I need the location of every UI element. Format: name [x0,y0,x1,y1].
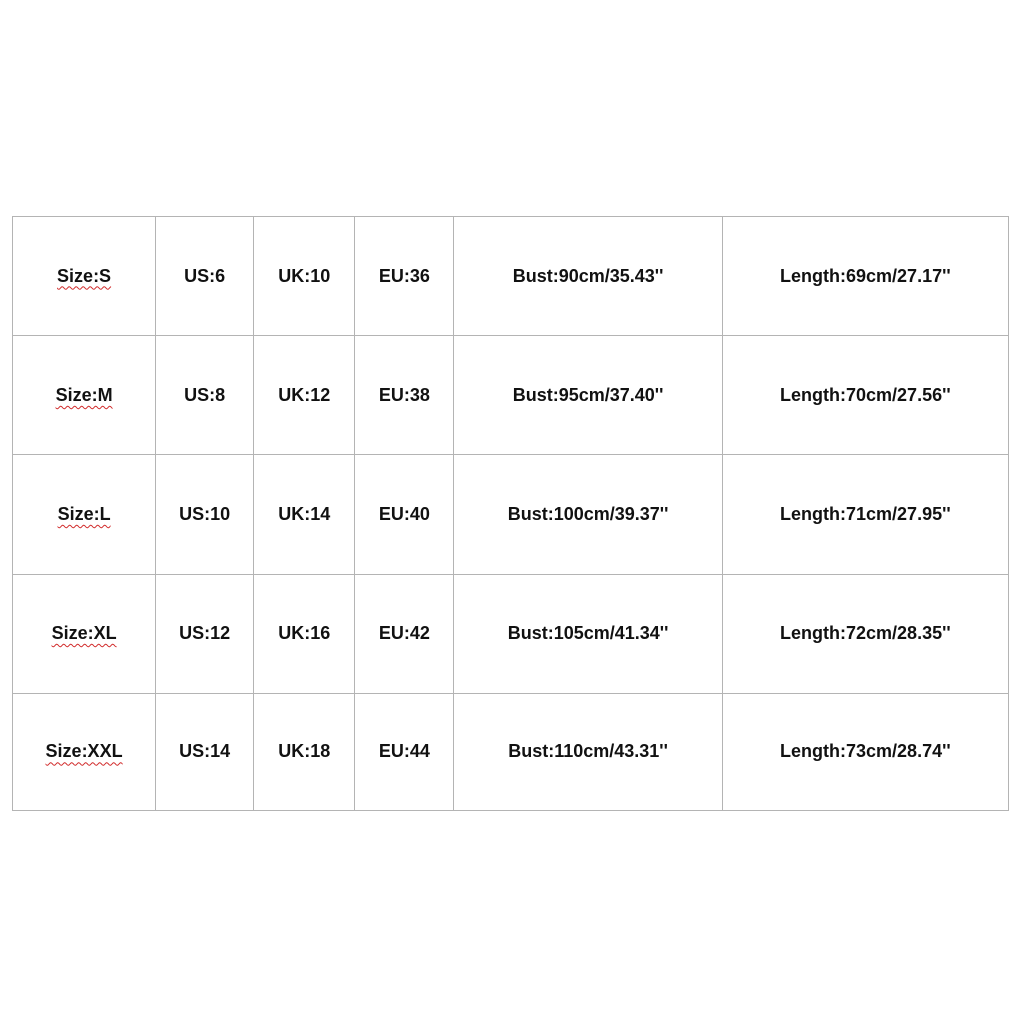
bust-cell: Bust:105cm/41.34'' [454,574,722,693]
us-size-cell: US:14 [156,693,254,810]
size-cell [13,574,156,693]
uk-size-cell: UK:16 [254,574,355,693]
us-size-cell: US:6 [156,217,254,336]
size-cell [13,455,156,574]
uk-size-cell: UK:10 [254,217,355,336]
uk-size-cell: UK:14 [254,455,355,574]
size-chart-table [12,216,1009,811]
size-label: Size:L [57,503,111,524]
length-cell: Length:71cm/27.95'' [722,455,1008,574]
table-row [13,574,1009,693]
size-label: Size:M [55,384,113,405]
length-cell: Length:69cm/27.17'' [722,217,1008,336]
size-label: Size:S [57,265,112,286]
size-cell [13,693,156,810]
bust-cell: Bust:100cm/39.37'' [454,455,722,574]
eu-size-cell: EU:36 [355,217,454,336]
length-cell: Length:70cm/27.56'' [722,336,1008,455]
eu-size-cell: EU:40 [355,455,454,574]
size-cell [13,336,156,455]
table-row [13,336,1009,455]
bust-cell: Bust:95cm/37.40'' [454,336,722,455]
us-size-cell: US:12 [156,574,254,693]
uk-size-cell: UK:18 [254,693,355,810]
table-row [13,693,1009,810]
eu-size-cell: EU:42 [355,574,454,693]
table-row [13,455,1009,574]
table-row [13,217,1009,336]
us-size-cell: US:10 [156,455,254,574]
uk-size-cell: UK:12 [254,336,355,455]
bust-cell: Bust:110cm/43.31'' [454,693,722,810]
length-cell: Length:72cm/28.35'' [722,574,1008,693]
eu-size-cell: EU:44 [355,693,454,810]
us-size-cell: US:8 [156,336,254,455]
size-label: Size:XL [51,623,117,644]
size-label: Size:XXL [45,741,123,762]
length-cell: Length:73cm/28.74'' [722,693,1008,810]
eu-size-cell: EU:38 [355,336,454,455]
bust-cell: Bust:90cm/35.43'' [454,217,722,336]
size-cell [13,217,156,336]
